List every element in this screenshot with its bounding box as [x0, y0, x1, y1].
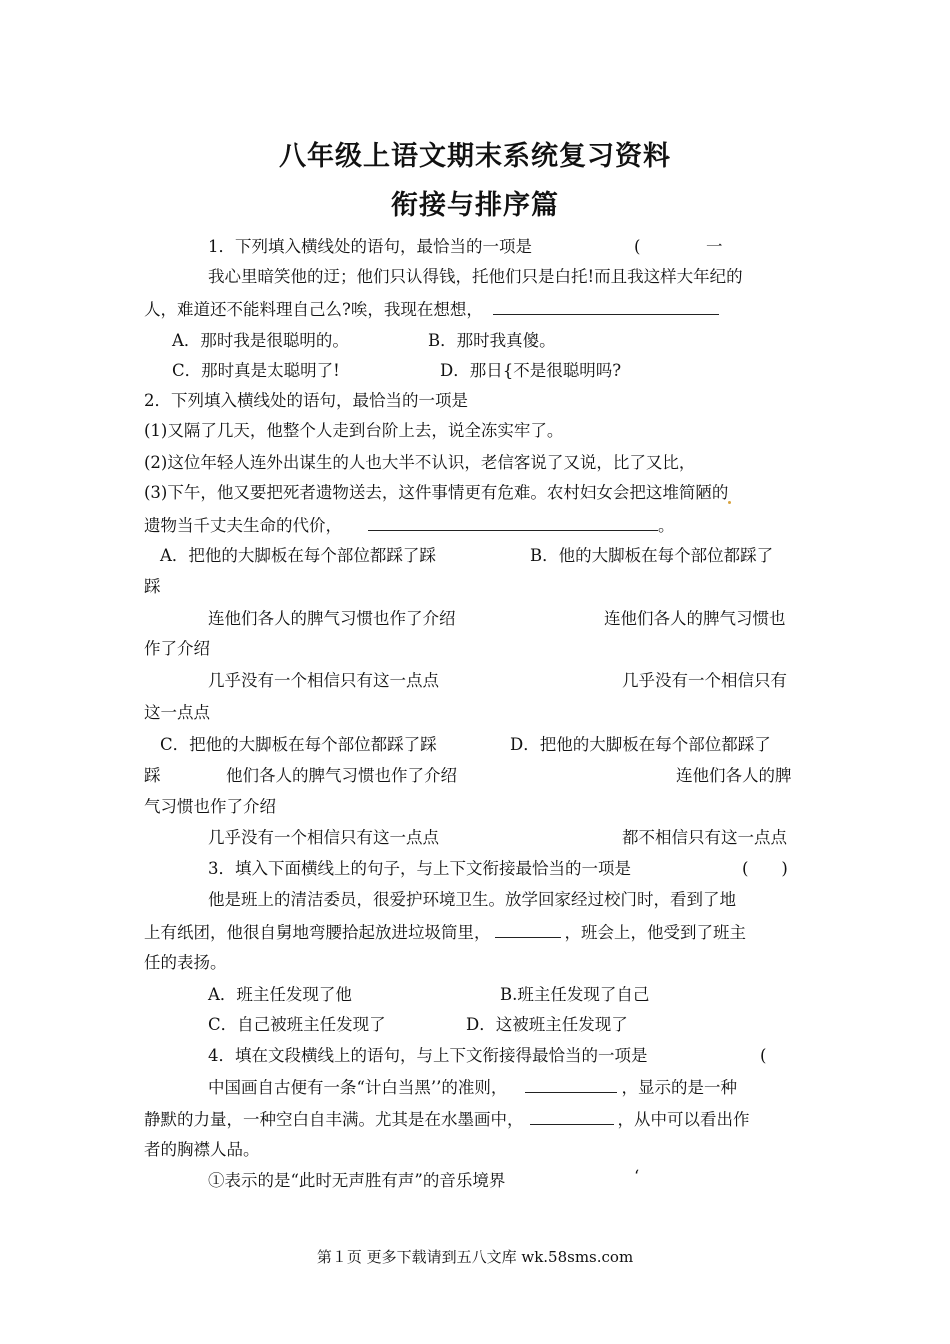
q1-option-b: B．那时我真傻。	[428, 331, 556, 350]
q2-sentence-3b-text: 遗物当千丈夫生命的代价，	[144, 516, 342, 535]
mark-dot	[728, 501, 731, 504]
q4-passage-text-c: 静默的力量，一种空白自丰满。尤其是在水墨画中，	[144, 1110, 524, 1129]
q3-passage-line2	[144, 921, 746, 944]
q3-option-b: B.班主任发现了自己	[500, 985, 650, 1004]
q2-option-b-line2: 连他们各人的脾气习惯也	[604, 609, 786, 628]
q3-passage-line1: 他是班上的清洁委员，很爱护环境卫生。放学回家经过校门时，看到了地	[208, 890, 736, 909]
q2-stem: 2．下列填入横线处的语句，最恰当的一项是	[144, 391, 468, 410]
q1-option-a: A．那时我是很聪明的。	[172, 331, 349, 350]
q4-paren: (	[760, 1046, 767, 1065]
q2-option-c-line3: 几乎没有一个相信只有这一点点	[208, 828, 439, 847]
q3-option-c: C．自己被班主任发现了	[208, 1015, 386, 1034]
q2-sentence-2: (2)这位年轻人连外出谋生的人也大半不认识，老信客说了又说，比了又比，	[144, 453, 696, 472]
q1-passage-text: 人，难道还不能料理自己么?唉，我现在想想，	[144, 300, 483, 319]
q2-answer-blank	[368, 514, 658, 531]
q3-passage-text-a: 上有纸团，他很自舅地弯腰拾起放进垃圾筒里，	[144, 923, 491, 942]
q1-option-c: C．那时真是太聪明了!	[172, 361, 340, 380]
q2-option-b-line1: B．他的大脚板在每个部位都踩了	[530, 546, 774, 565]
q2-option-c-line2: 他们各人的脾气习惯也作了介绍	[226, 766, 457, 785]
q2-option-d-wrap2: 气习惯也作了介绍	[144, 797, 276, 816]
q2-option-a-line1: A．把他的大脚板在每个部位都踩了踩	[160, 546, 436, 565]
q3-stem: 3．填入下面横线上的句子，与上下文衔接最恰当的一项是	[208, 859, 631, 878]
q1-option-d: D．那日{不是很聪明吗?	[440, 361, 622, 380]
q2-option-d-line3: 都不相信只有这一点点	[622, 828, 787, 847]
q2-option-b-line3: 几乎没有一个相信只有	[622, 671, 787, 690]
q3-option-a: A．班主任发现了他	[208, 985, 352, 1004]
q3-passage-text-b: ，班会上，他受到了班主	[564, 923, 746, 942]
q2-option-d-line1: D．把他的大脚板在每个部位都踩了	[510, 735, 771, 754]
q4-answer-blank-1	[525, 1076, 617, 1093]
q2-option-d-wrap1: 踩	[144, 766, 161, 785]
q4-passage-line2	[144, 1108, 750, 1131]
q2-option-c-line1: C．把他的大脚板在每个部位都踩了踩	[160, 735, 437, 754]
q2-sentence-3b-end: 。	[658, 516, 675, 535]
q1-passage-line2	[144, 298, 719, 321]
q2-option-b-wrap2: 作了介绍	[144, 639, 210, 658]
q4-answer-blank-2	[530, 1108, 614, 1125]
q2-option-d-line2: 连他们各人的脾	[676, 766, 792, 785]
q2-option-b-wrap1: 踩	[144, 577, 161, 596]
q4-passage-text-a: 中国画自古便有一条“计白当黑’’的准则，	[208, 1078, 508, 1097]
q3-option-d: D．这被班主任发现了	[466, 1015, 628, 1034]
q2-option-b-wrap3: 这一点点	[144, 703, 210, 722]
q2-sentence-3b	[144, 514, 675, 537]
q2-sentence-3-text: (3)下午，他又要把死者遗物送去，这件事情更有危难。农村妇女会把这堆简陋的	[144, 483, 729, 502]
q2-sentence-3	[144, 482, 731, 504]
page-title: 八年级上语文期末系统复习资料	[279, 141, 671, 172]
q4-stray-mark: ‘	[634, 1167, 640, 1186]
q1-dash: 一	[706, 237, 723, 256]
q1-paren: (	[634, 237, 641, 256]
q4-passage-line1	[208, 1076, 737, 1099]
q1-stem: 1．下列填入横线处的语句，最恰当的一项是	[208, 237, 532, 256]
q4-passage-line3: 者的胸襟人品。	[144, 1140, 260, 1159]
q3-answer-blank	[495, 921, 561, 938]
q4-passage-text-d: ，从中可以看出作	[617, 1110, 750, 1129]
page-subtitle: 衔接与排序篇	[391, 190, 559, 221]
q3-passage-line3: 任的表扬。	[144, 953, 227, 972]
q3-paren: ( )	[742, 859, 788, 878]
q4-passage-text-b: ，显示的是一种	[621, 1078, 737, 1097]
q2-option-a-line3: 几乎没有一个相信只有这一点点	[208, 671, 439, 690]
q1-answer-blank	[493, 298, 719, 315]
page-footer: 第１页 更多下载请到五八文库 wk.58sms.com	[316, 1248, 634, 1266]
q2-option-a-line2: 连他们各人的脾气习惯也作了介绍	[208, 609, 456, 628]
q4-item-1: ①表示的是“此时无声胜有声”的音乐境界	[208, 1171, 506, 1190]
q2-sentence-1: (1)又隔了几天，他整个人走到台阶上去，说全冻实牢了。	[144, 421, 564, 440]
q1-passage-line1: 我心里暗笑他的迂；他们只认得钱，托他们只是白托!而且我这样大年纪的	[208, 267, 743, 286]
q4-stem: 4．填在文段横线上的语句，与上下文衔接得最恰当的一项是	[208, 1046, 648, 1065]
